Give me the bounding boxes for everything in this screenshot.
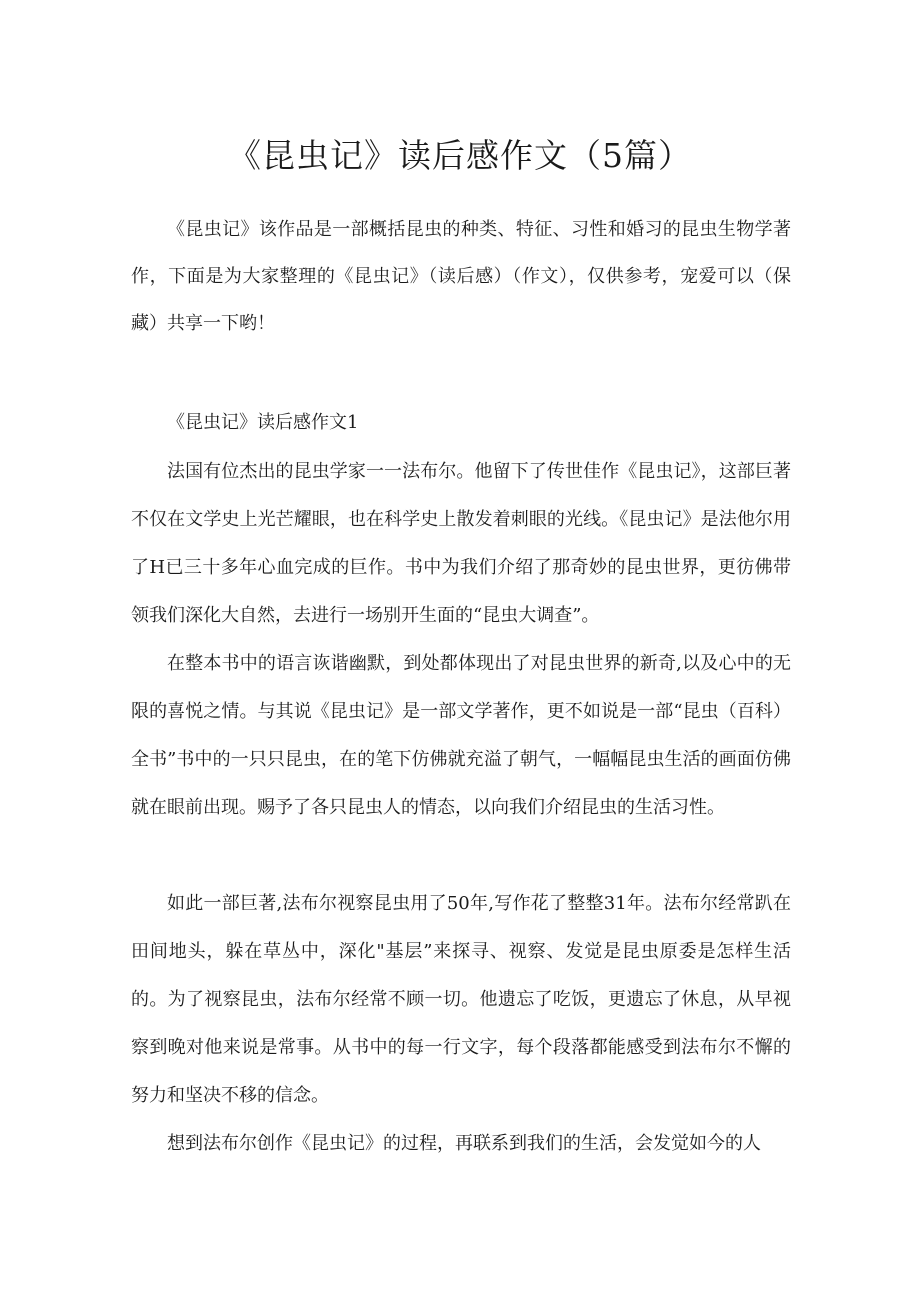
document-title: 《昆虫记》读后感作文（5篇） [228, 136, 692, 175]
body-paragraph: 想到法布尔创作《昆虫记》的过程，再联系到我们的生活，会发觉如今的人 [167, 1133, 761, 1154]
body-paragraph: 法国有位杰出的昆虫学家一一法布尔。他留下了传世佳作《昆虫记》，这部巨著不仅在文学史上光芒耀眼，也在科学史上散发着刺眼的光线。《昆虫记》是法他尔用了H已三十多年心血完成的巨作。书中为我们介绍了那奇妙的昆虫世界，更彷佛带领我们深化大自然，去进行一场别开生面的“昆虫大调查”。 [131, 461, 791, 626]
body-paragraph: 如此一部巨著,法布尔视察昆虫用了50年,写作花了整整31年。法布尔经常趴在田间地头，躲在草丛中，深化"基层”来探寻、视察、发觉是昆虫原委是怎样生活的。为了视察昆虫，法布尔经常不顾一切。他遗忘了吃饭，更遗忘了休息，从早视察到晚对他来说是常事。从书中的每一行文字，每个段落都能感受到法布尔不懈的努力和坚决不移的信念。 [131, 893, 791, 1106]
intro-paragraph: 《昆虫记》该作品是一部概括昆虫的种类、特征、习性和婚习的昆虫生物学著作，下面是为大家整理的《昆虫记》（读后感）（作文），仅供参考，宠爱可以（保藏）共享一下哟！ [131, 219, 791, 334]
body-paragraph: 在整本书中的语言诙谐幽默，到处都体现出了对昆虫世界的新奇,以及心中的无限的喜悦之情。与其说《昆虫记》是一部文学著作，更不如说是一部“昆虫（百科）全书”书中的一只只昆虫，在的笔下仿佛就充溢了朝气，一幅幅昆虫生活的画面仿佛就在眼前出现。赐予了各只昆虫人的情态，以向我们介绍昆虫的生活习性。 [131, 653, 791, 818]
section-heading: 《昆虫记》读后感作文1 [167, 412, 359, 433]
